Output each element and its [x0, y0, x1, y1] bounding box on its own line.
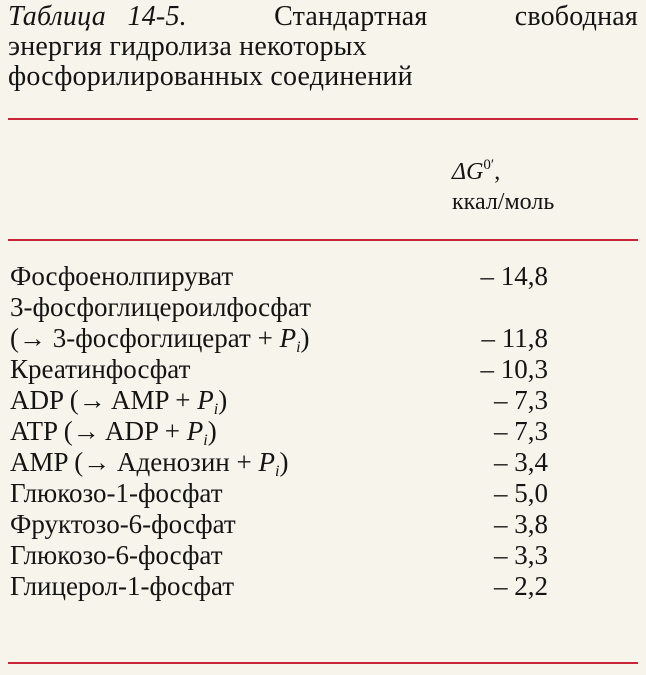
delta-g-value: – 3,3	[494, 540, 548, 570]
delta-g-value: – 14,8	[480, 261, 548, 291]
phosphate-subscript: i	[213, 401, 219, 418]
caption-number: 14-5.	[127, 1, 187, 32]
table-row	[10, 540, 610, 571]
delta-g-value: – 3,8	[494, 509, 548, 539]
compound-name-text: AMP (→ Аденозин +	[10, 447, 259, 477]
closing-paren: )	[279, 447, 289, 477]
caption-label-group	[8, 2, 187, 32]
phosphate-subscript: i	[203, 432, 208, 449]
phosphate-symbol: P	[279, 323, 297, 353]
bottom-rule	[8, 662, 638, 664]
caption-line-1	[8, 2, 638, 32]
compound-name	[10, 509, 236, 540]
column-header-symbol-line	[452, 150, 554, 187]
delta-g-value: – 10,3	[480, 354, 548, 384]
compound-name	[10, 354, 190, 385]
table-row	[10, 447, 610, 478]
closing-paren: )	[300, 323, 310, 353]
column-header-unit: ккал/моль	[452, 189, 555, 215]
closing-paren: )	[207, 416, 217, 446]
phosphate-subscript: i	[274, 463, 280, 480]
delta-g-superscript: 0′	[483, 157, 495, 173]
top-rule	[8, 118, 638, 120]
compound-name-text: (→ 3-фосфоглицерат +	[10, 323, 280, 353]
compound-name	[10, 478, 223, 509]
table-row	[10, 292, 610, 323]
caption-word-standard: Стандартная	[274, 1, 428, 32]
phosphate-symbol: P	[186, 416, 204, 446]
compound-name-text: Глюкозо-1-фосфат	[10, 478, 223, 508]
compound-name-text: Глицерол-1-фосфат	[10, 571, 235, 601]
compound-name-text: 3-фосфоглицероилфосфат	[10, 292, 312, 322]
caption-label: Таблица	[8, 1, 106, 32]
caption-word-free: свободная	[514, 1, 638, 32]
compound-name	[10, 261, 233, 292]
table-row	[10, 478, 610, 509]
compound-name-text: Фосфоенолпируват	[10, 261, 234, 291]
compound-name-text: Глюкозо-6-фосфат	[10, 540, 223, 570]
column-header	[452, 150, 554, 217]
caption-line-2: энергия гидролиза некоторых	[8, 31, 367, 62]
table-row	[10, 354, 610, 385]
compound-name	[10, 292, 311, 323]
compound-name	[10, 571, 234, 602]
phosphate-subscript: i	[296, 339, 301, 356]
delta-g-value: – 3,4	[494, 447, 548, 477]
compound-name-text: ADP (→ AMP +	[10, 385, 198, 415]
table-row	[10, 261, 610, 292]
delta-g-value: – 2,2	[494, 571, 548, 601]
table-caption	[8, 2, 638, 92]
compound-name	[10, 540, 223, 571]
phosphate-symbol: P	[197, 385, 214, 415]
header-rule	[8, 239, 638, 241]
delta-g-symbol: ΔG	[452, 159, 484, 185]
delta-g-value: – 7,3	[494, 416, 548, 446]
delta-g-value: – 11,8	[481, 323, 548, 353]
table-body	[10, 261, 610, 602]
table-row	[10, 571, 610, 602]
caption-line-3: фосфорилированных соединений	[8, 61, 413, 92]
table-row	[10, 323, 610, 354]
compound-name-text: Фруктозо-6-фосфат	[10, 509, 236, 539]
closing-paren: )	[218, 385, 228, 415]
delta-g-value: – 5,0	[494, 478, 548, 508]
table-row	[10, 509, 610, 540]
compound-name-text: Креатинфосфат	[10, 354, 191, 384]
compound-name-text: ATP (→ ADP +	[10, 416, 187, 446]
delta-g-value: – 7,3	[494, 385, 548, 415]
header-comma: ,	[494, 159, 501, 185]
table-row	[10, 385, 610, 416]
phosphate-symbol: P	[258, 447, 275, 477]
table-row	[10, 416, 610, 447]
